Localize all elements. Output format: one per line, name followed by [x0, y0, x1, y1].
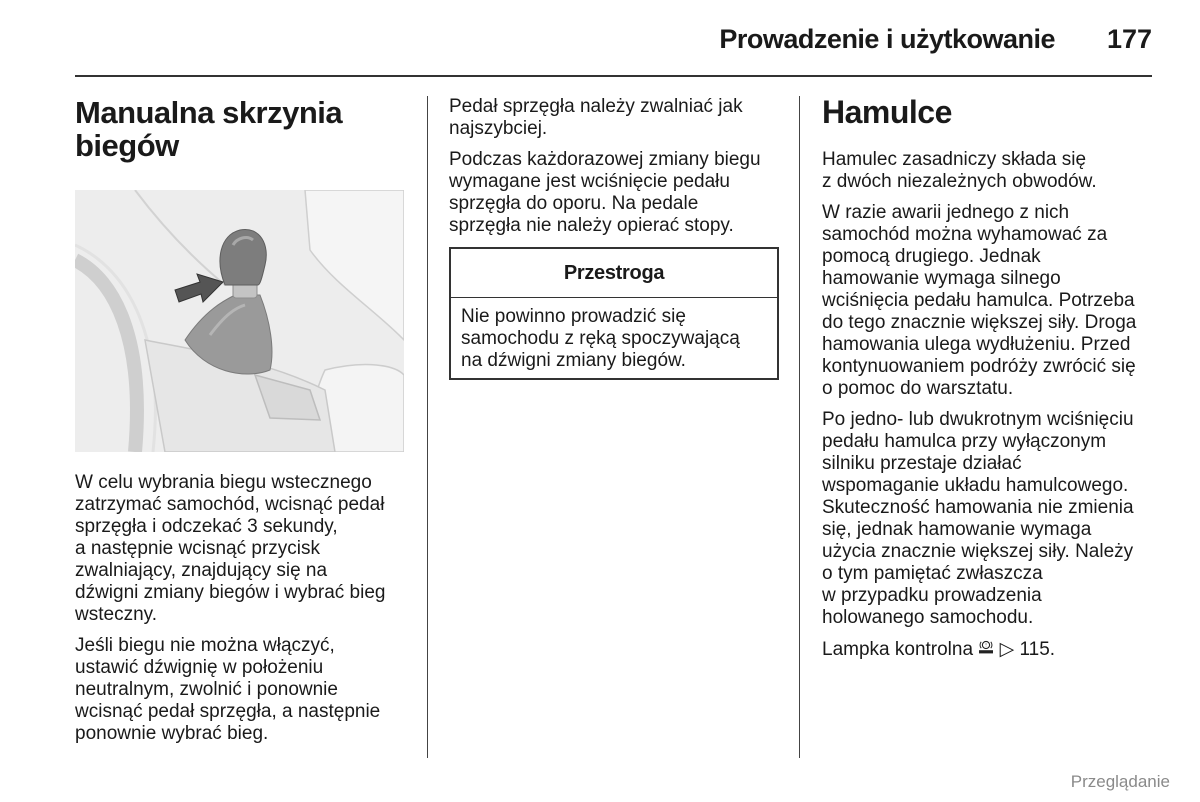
brake-warning-icon: [978, 638, 994, 660]
paragraph-circuit-failure: W razie awarii jednego z nich samochód można wyhamować za pomocą drugiego. Jednak hamowanie wymaga silnego wciśnięcia pedału hamulca. Potrzeba do tego znacznie większej siły. Droga hamowania ulega wydłużeniu. Przed kontynuowaniem podróży zwrócić się o pomoc do warsztatu.: [822, 202, 1137, 399]
page-number: 177: [1106, 24, 1152, 54]
column-clutch: [449, 96, 779, 380]
column-divider-left: [427, 96, 428, 758]
paragraph-brake-circuits: Hamulec zasadniczy składa się z dwóch niezależnych obwodów.: [822, 149, 1097, 192]
caution-text: Nie powinno prowadzić się samochodu z ręką spoczywającą na dźwigni zmiany biegów.: [461, 306, 740, 371]
column-divider-right: [799, 96, 800, 758]
browse-link[interactable]: Przeglądanie: [1070, 772, 1170, 791]
caution-title: Przestroga: [451, 249, 777, 298]
lamp-label: Lampka kontrolna: [822, 639, 974, 660]
column-brakes: [822, 96, 1162, 670]
column-manual-gearbox: [75, 96, 410, 754]
paragraph-press-clutch: Podczas każdorazowej zmiany biegu wymagane jest wciśnięcie pedału sprzęgła do oporu. Na pedale sprzęgła nie należy opierać stopy.: [449, 149, 761, 236]
paragraph-brake-assist: Po jedno- lub dwukrotnym wciśnięciu pedału hamulca przy wyłączonym silniku przestaje działać wspomaganie układu hamulcowego. Skuteczność hamowania nie zmienia się, jednak hamowanie wymaga użycia znacznie większej siły. Należy o tym pamiętać zwłaszcza w przypadku prowadzenia holowanego samochodu.: [822, 409, 1134, 628]
lamp-page-ref[interactable]: 115.: [1019, 639, 1056, 660]
paragraph-release-clutch: Pedał sprzęgła należy zwalniać jak najszybciej.: [449, 96, 743, 139]
page-ref-arrow-icon: ▷: [999, 639, 1015, 660]
running-header-title: Prowadzenie i użytkowanie: [719, 24, 1055, 54]
svg-text:!: !: [985, 643, 988, 649]
header-rule: [75, 75, 1152, 77]
caution-box: [449, 247, 779, 380]
paragraph-warning-lamp: [822, 638, 1162, 661]
paragraph-gear-not-engaging: Jeśli biegu nie można włączyć, ustawić dźwignię w położeniu neutralnym, zwolnić i ponownie wcisnąć pedał sprzęgła, a następnie ponownie wybrać bieg.: [75, 635, 381, 744]
section-heading-brakes: Hamulce: [822, 94, 952, 130]
paragraph-reverse-gear: W celu wybrania biegu wstecznego zatrzymać samochód, wcisnąć pedał sprzęgła i odczekać 3 sekundy, a następnie wcisnąć przycisk zwalniający, znajdujący się na dźwigni zmiany biegów i wybrać bieg wsteczny.: [75, 472, 386, 625]
gear-lever-illustration: [75, 190, 404, 452]
section-heading-manual-gearbox: Manualna skrzynia biegów: [75, 95, 343, 163]
